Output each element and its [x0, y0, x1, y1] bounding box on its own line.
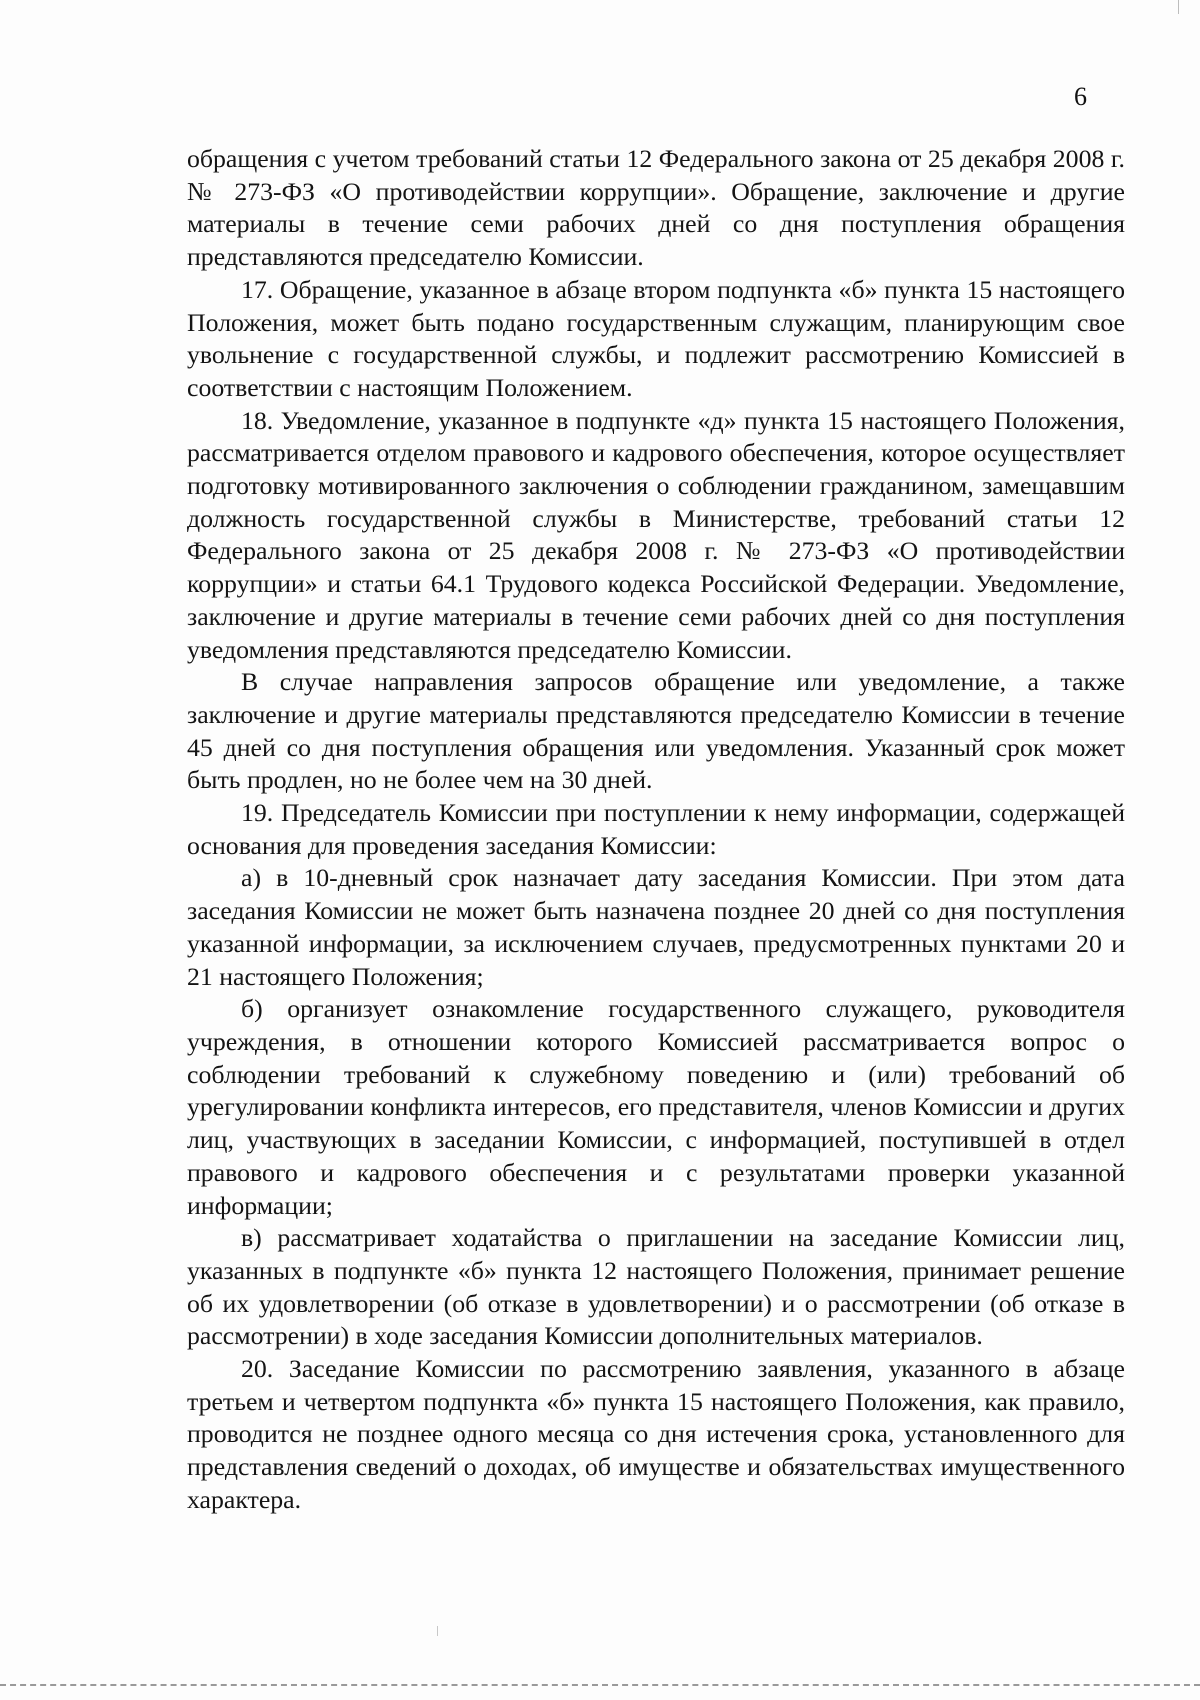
- paragraph-19-b: б) организует ознакомление государственного служащего, руководителя учреждения, в отношении которого Комиссией рассматривается вопрос о соблюдении требований к служебному поведению и (или) требований об урегулировании конфликта интересов, его представителя, членов Комиссии и других лиц, участвующих в заседании Комиссии, с информацией, поступившей в отдел правового и кадрового обеспечения и с результатами проверки указанной информации;: [187, 994, 1125, 1220]
- paragraph-20: 20. Заседание Комиссии по рассмотрению заявления, указанного в абзаце третьем и четвертом подпункта «б» пункта 15 настоящего Положения, как правило, проводится не позднее одного месяца со дня истечения срока, установленного для представления сведений о доходах, об имуществе и обязательствах имущественного характера.: [187, 1354, 1125, 1514]
- document-body: [187, 143, 1125, 1517]
- paragraph-19-a: а) в 10-дневный срок назначает дату заседания Комиссии. При этом дата заседания Комиссии не может быть назначена позднее 20 дней со дня поступления указанной информации, за исключением случаев, предусмотренных пунктами 20 и 21 настоящего Положения;: [187, 863, 1125, 991]
- paragraph-continuation: обращения с учетом требований статьи 12 Федерального закона от 25 декабря 2008 г. № 273-ФЗ «О противодействии коррупции». Обращение, заключение и другие материалы в течение семи рабочих дней со дня поступления обращения представляются председателю Комиссии.: [187, 144, 1125, 272]
- paragraph-18-requests: В случае направления запросов обращение или уведомление, а также заключение и другие материалы представляются председателю Комиссии в течение 45 дней со дня поступления обращения или уведомления. Указанный срок может быть продлен, но не более чем на 30 дней.: [187, 667, 1125, 795]
- page-number: 6: [1074, 82, 1087, 111]
- scan-artifact-dot: [437, 1626, 438, 1636]
- scan-artifact-mark: [1178, 0, 1179, 14]
- paragraph-17: 17. Обращение, указанное в абзаце втором подпункта «б» пункта 15 настоящего Положения, может быть подано государственным служащим, планирующим свое увольнение с государственной службы, и подлежит рассмотрению Комиссией в соответствии с настоящим Положением.: [187, 274, 1125, 402]
- scan-bottom-edge: [0, 1684, 1200, 1686]
- paragraph-19: 19. Председатель Комиссии при поступлении к нему информации, содержащей основания для проведения заседания Комиссии:: [187, 798, 1125, 860]
- paragraph-18: 18. Уведомление, указанное в подпункте «д» пункта 15 настоящего Положения, рассматривается отделом правового и кадрового обеспечения, которое осуществляет подготовку мотивированного заключения о соблюдении гражданином, замещавшим должность государственной службы в Министерстве, требований статьи 12 Федерального закона от 25 декабря 2008 г. № 273-ФЗ «О противодействии коррупции» и статьи 64.1 Трудового кодекса Российской Федерации. Уведомление, заключение и другие материалы в течение семи рабочих дней со дня поступления уведомления представляются председателю Комиссии.: [187, 405, 1125, 664]
- paragraph-19-v: в) рассматривает ходатайства о приглашении на заседание Комиссии лиц, указанных в подпункте «б» пункта 12 настоящего Положения, принимает решение об их удовлетворении (об отказе в удовлетворении) и о рассмотрении (об отказе в рассмотрении) в ходе заседания Комиссии дополнительных материалов.: [187, 1223, 1125, 1351]
